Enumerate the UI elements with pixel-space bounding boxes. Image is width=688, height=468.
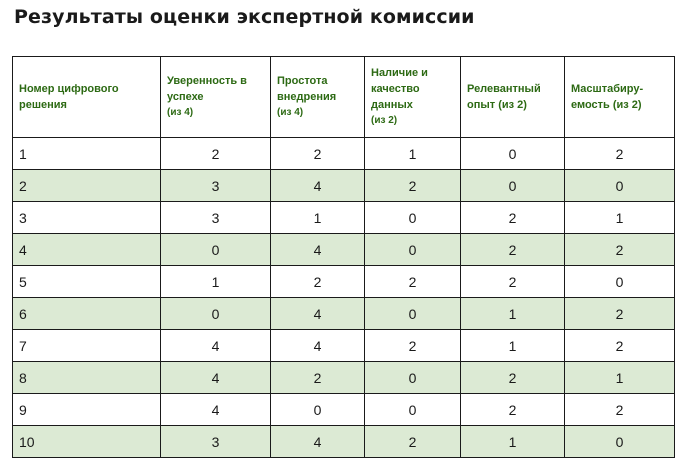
cell-solution-number: 4 xyxy=(13,234,161,266)
cell-confidence: 3 xyxy=(161,170,271,202)
table-row xyxy=(13,202,675,234)
cell-experience: 2 xyxy=(461,202,565,234)
cell-data-quality: 0 xyxy=(365,362,461,394)
cell-solution-number: 5 xyxy=(13,266,161,298)
header-solution-number: Номер цифрового решения xyxy=(13,57,161,138)
cell-scalability: 0 xyxy=(565,170,675,202)
cell-confidence: 0 xyxy=(161,234,271,266)
cell-scalability: 0 xyxy=(565,266,675,298)
table-row xyxy=(13,330,675,362)
cell-confidence: 4 xyxy=(161,330,271,362)
cell-confidence: 4 xyxy=(161,362,271,394)
cell-scalability: 0 xyxy=(565,426,675,458)
cell-solution-number: 7 xyxy=(13,330,161,362)
cell-data-quality: 2 xyxy=(365,266,461,298)
cell-solution-number: 6 xyxy=(13,298,161,330)
table-row xyxy=(13,266,675,298)
table-row xyxy=(13,362,675,394)
cell-ease: 4 xyxy=(271,298,365,330)
table-row xyxy=(13,394,675,426)
cell-ease: 2 xyxy=(271,266,365,298)
table-row xyxy=(13,298,675,330)
cell-data-quality: 0 xyxy=(365,394,461,426)
cell-experience: 1 xyxy=(461,426,565,458)
cell-ease: 1 xyxy=(271,202,365,234)
table-row xyxy=(13,170,675,202)
cell-scalability: 2 xyxy=(565,138,675,170)
cell-confidence: 2 xyxy=(161,138,271,170)
cell-solution-number: 10 xyxy=(13,426,161,458)
cell-ease: 4 xyxy=(271,234,365,266)
cell-solution-number: 3 xyxy=(13,202,161,234)
cell-data-quality: 1 xyxy=(365,138,461,170)
cell-confidence: 3 xyxy=(161,426,271,458)
cell-scalability: 2 xyxy=(565,394,675,426)
header-scalability: Масштабиру- емость (из 2) xyxy=(565,57,675,138)
cell-solution-number: 1 xyxy=(13,138,161,170)
page-title: Результаты оценки экспертной комиссии xyxy=(14,6,475,28)
results-table xyxy=(12,56,675,458)
table-header-row xyxy=(13,57,675,138)
cell-experience: 1 xyxy=(461,298,565,330)
cell-solution-number: 8 xyxy=(13,362,161,394)
cell-ease: 2 xyxy=(271,138,365,170)
header-data-quality: Наличие и качество данных (из 2) xyxy=(365,57,461,138)
cell-ease: 0 xyxy=(271,394,365,426)
cell-experience: 2 xyxy=(461,362,565,394)
cell-data-quality: 0 xyxy=(365,234,461,266)
cell-scalability: 2 xyxy=(565,298,675,330)
table-row xyxy=(13,426,675,458)
cell-ease: 4 xyxy=(271,426,365,458)
cell-ease: 4 xyxy=(271,330,365,362)
cell-data-quality: 0 xyxy=(365,298,461,330)
cell-ease: 2 xyxy=(271,362,365,394)
cell-ease: 4 xyxy=(271,170,365,202)
cell-confidence: 1 xyxy=(161,266,271,298)
cell-scalability: 2 xyxy=(565,330,675,362)
cell-experience: 0 xyxy=(461,170,565,202)
cell-data-quality: 2 xyxy=(365,426,461,458)
cell-data-quality: 0 xyxy=(365,202,461,234)
cell-scalability: 2 xyxy=(565,234,675,266)
cell-experience: 1 xyxy=(461,330,565,362)
cell-experience: 2 xyxy=(461,394,565,426)
cell-data-quality: 2 xyxy=(365,330,461,362)
cell-confidence: 3 xyxy=(161,202,271,234)
cell-experience: 0 xyxy=(461,138,565,170)
header-confidence: Уверенность в успехе (из 4) xyxy=(161,57,271,138)
cell-confidence: 4 xyxy=(161,394,271,426)
cell-scalability: 1 xyxy=(565,202,675,234)
cell-solution-number: 9 xyxy=(13,394,161,426)
cell-solution-number: 2 xyxy=(13,170,161,202)
cell-experience: 2 xyxy=(461,266,565,298)
table-row xyxy=(13,234,675,266)
cell-confidence: 0 xyxy=(161,298,271,330)
cell-scalability: 1 xyxy=(565,362,675,394)
cell-data-quality: 2 xyxy=(365,170,461,202)
table-row xyxy=(13,138,675,170)
cell-experience: 2 xyxy=(461,234,565,266)
header-ease-of-implementation: Простота внедрения (из 4) xyxy=(271,57,365,138)
header-relevant-experience: Релевантный опыт (из 2) xyxy=(461,57,565,138)
